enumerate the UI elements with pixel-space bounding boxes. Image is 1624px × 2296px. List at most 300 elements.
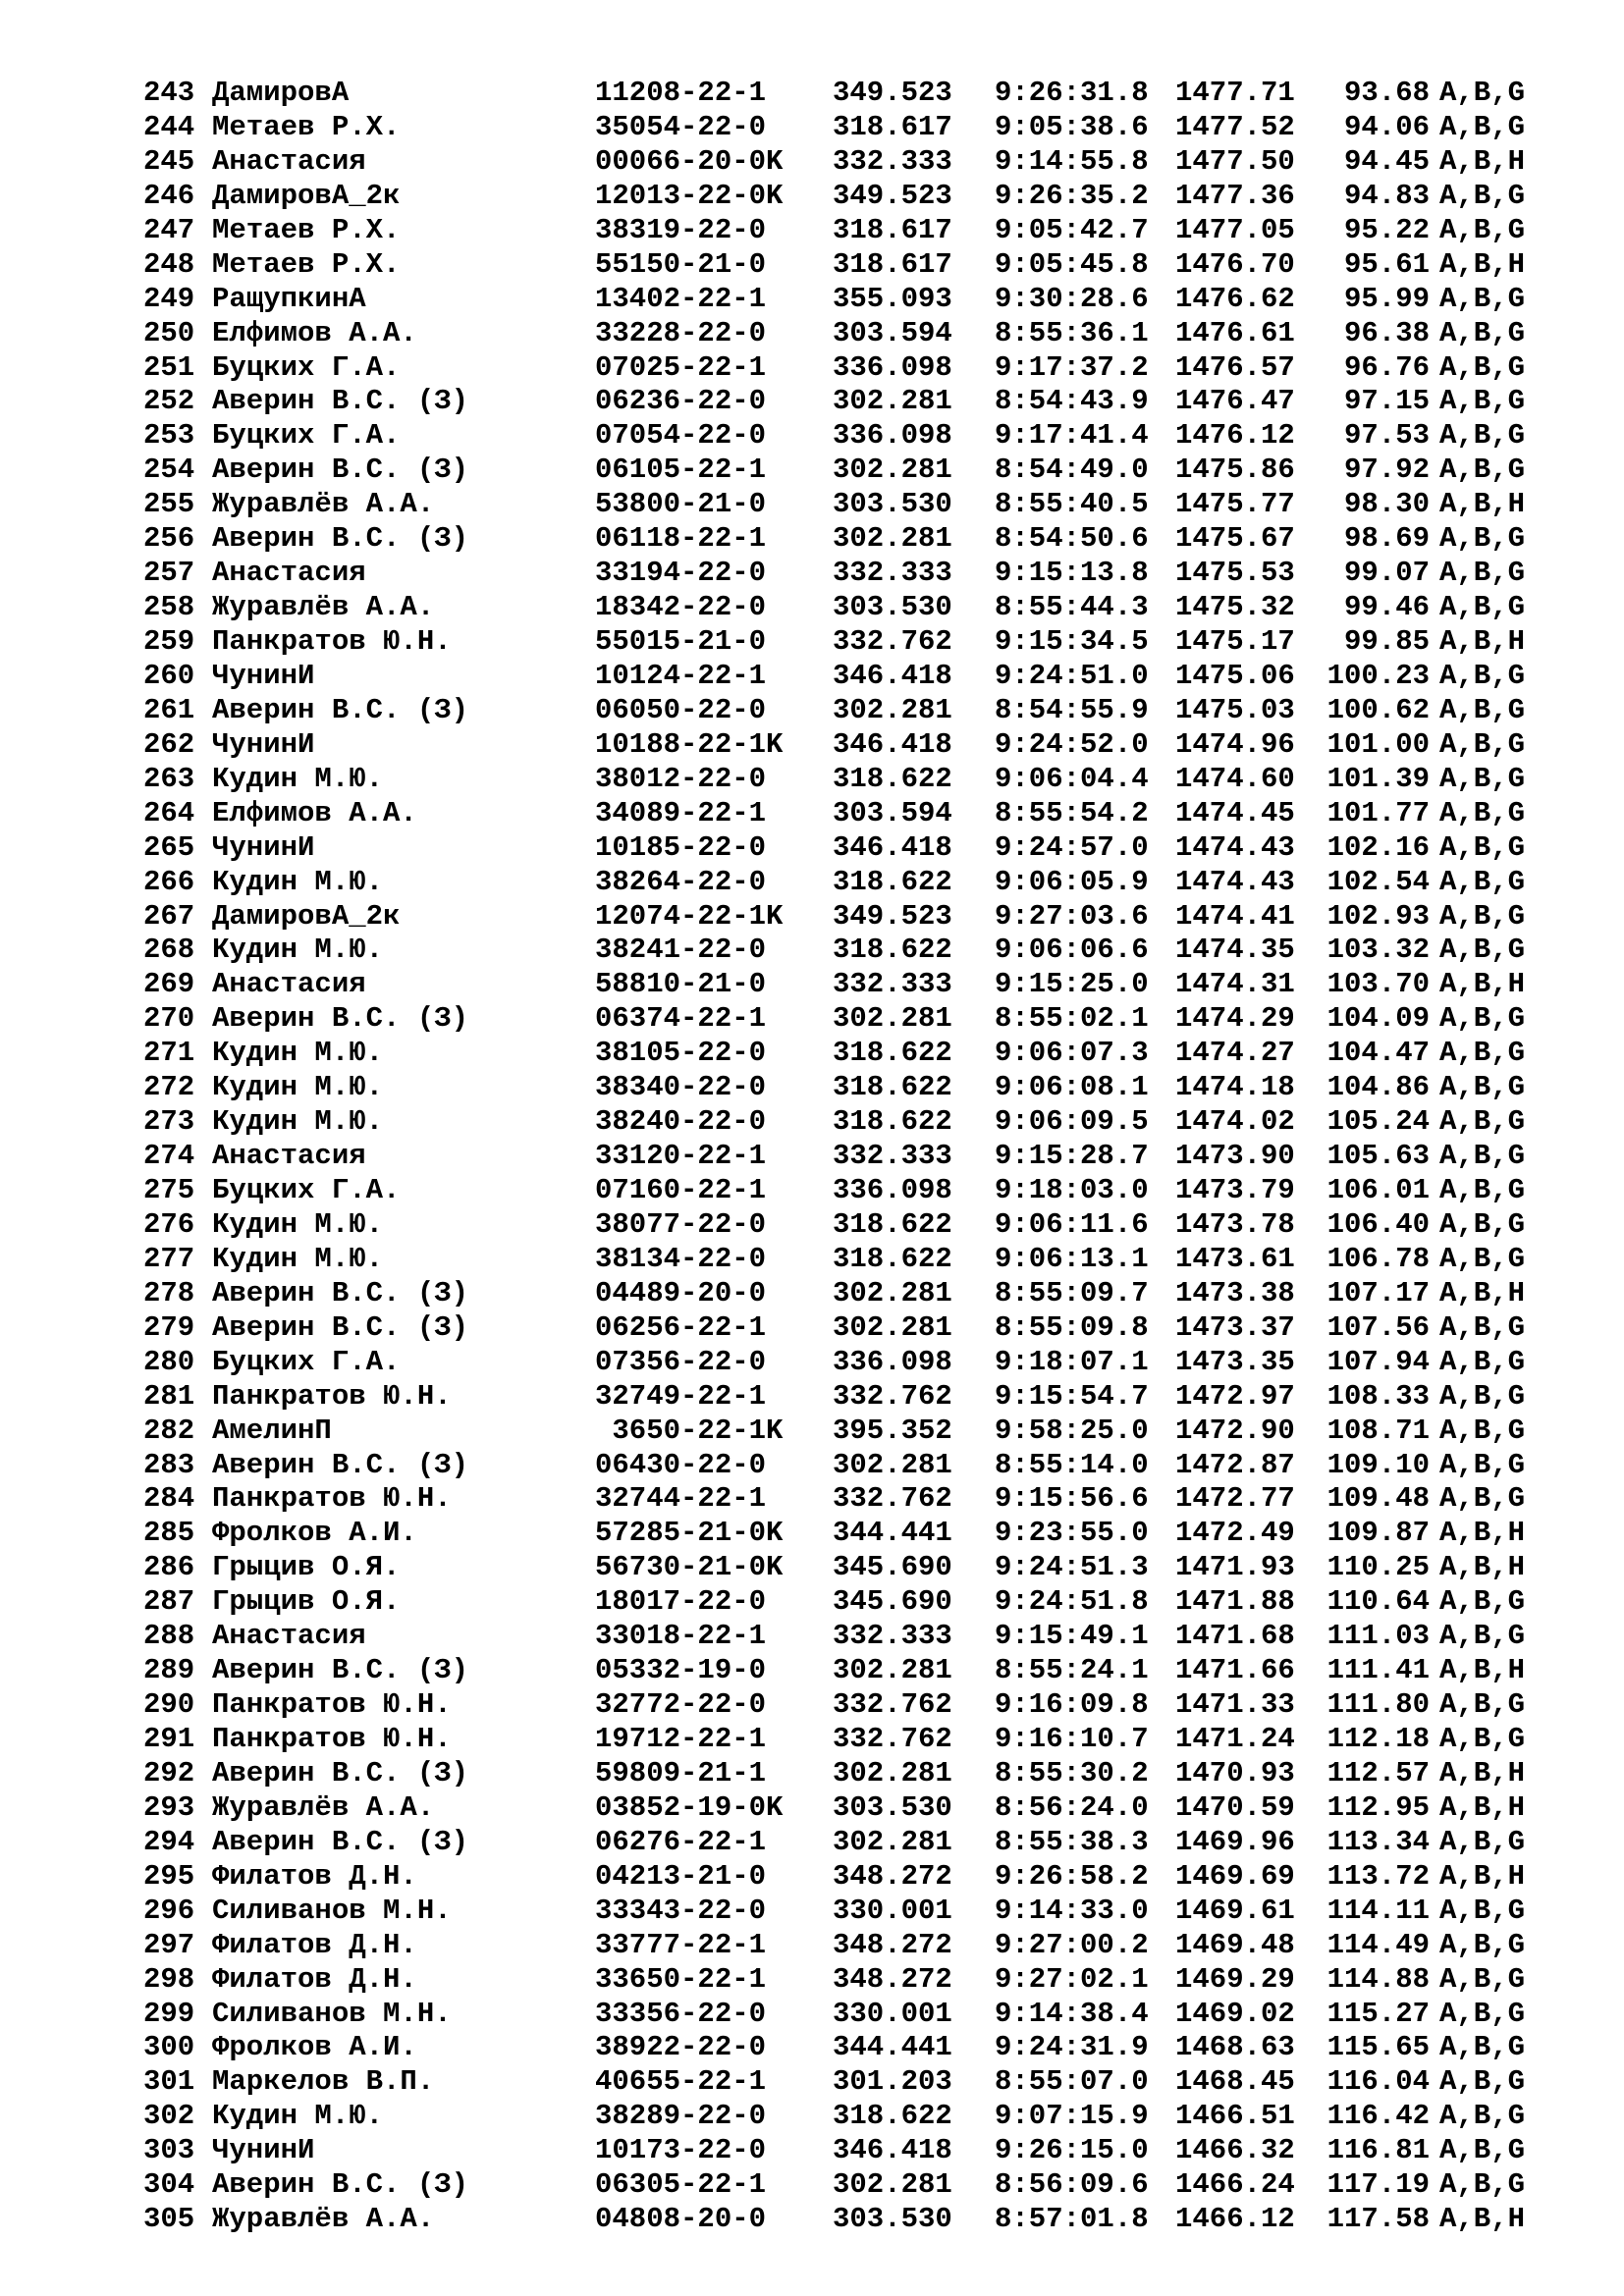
score-cell: 102.93 xyxy=(1326,899,1430,933)
flags-cell: A,B,G xyxy=(1439,1174,1526,1206)
score-cell: 112.95 xyxy=(1326,1790,1430,1824)
distance-cell: 332.333 xyxy=(833,1620,952,1653)
ring-number-cell: 04808-20-0 xyxy=(595,2203,767,2236)
table-row xyxy=(143,1140,1547,1174)
score-cell: 94.06 xyxy=(1343,110,1430,143)
score-cell: 105.63 xyxy=(1326,1140,1430,1173)
fancier-name-cell: Кудин М.Ю. xyxy=(212,865,384,898)
fancier-name-cell: Аверин В.С. (З) xyxy=(212,1825,469,1858)
fancier-name-cell: РащупкинА xyxy=(212,282,366,315)
distance-cell: 336.098 xyxy=(833,419,952,453)
speed-cell: 1474.43 xyxy=(1175,865,1295,898)
speed-cell: 1471.93 xyxy=(1175,1551,1295,1584)
score-cell: 106.01 xyxy=(1326,1174,1430,1206)
score-cell: 117.19 xyxy=(1326,2168,1430,2202)
speed-cell: 1474.96 xyxy=(1175,727,1295,761)
flags-cell: A,B,H xyxy=(1439,1756,1526,1789)
rank-cell: 284 xyxy=(143,1482,195,1516)
rank-cell: 254 xyxy=(143,454,195,487)
arrival-time-cell: 9:14:38.4 xyxy=(995,1997,1149,2030)
arrival-time-cell: 9:06:05.9 xyxy=(995,865,1149,898)
fancier-name-cell: Филатов Д.Н. xyxy=(212,1928,417,1961)
arrival-time-cell: 8:55:38.3 xyxy=(995,1825,1149,1858)
table-row xyxy=(143,625,1547,660)
speed-cell: 1474.18 xyxy=(1175,1071,1295,1104)
fancier-name-cell: ЧунинИ xyxy=(212,659,315,692)
fancier-name-cell: Кудин М.Ю. xyxy=(212,1105,384,1139)
rank-cell: 255 xyxy=(143,488,195,521)
rank-cell: 285 xyxy=(143,1517,195,1550)
fancier-name-cell: Силиванов М.Н. xyxy=(212,1894,452,1927)
arrival-time-cell: 8:54:50.6 xyxy=(995,522,1149,556)
score-cell: 108.71 xyxy=(1326,1414,1430,1447)
ring-number-cell: 06236-22-0 xyxy=(595,385,767,418)
arrival-time-cell: 9:26:15.0 xyxy=(995,2134,1149,2167)
arrival-time-cell: 9:26:35.2 xyxy=(995,179,1149,212)
score-cell: 98.69 xyxy=(1343,522,1430,556)
speed-cell: 1469.61 xyxy=(1175,1894,1295,1927)
fancier-name-cell: ДамировА_2к xyxy=(212,179,401,212)
flags-cell: A,B,H xyxy=(1439,968,1526,1001)
flags-cell: A,B,G xyxy=(1439,2168,1526,2202)
flags-cell: A,B,G xyxy=(1439,522,1526,556)
distance-cell: 349.523 xyxy=(833,899,952,933)
arrival-time-cell: 9:15:13.8 xyxy=(995,557,1149,590)
distance-cell: 302.281 xyxy=(833,1654,952,1687)
table-row xyxy=(143,1757,1547,1791)
table-row xyxy=(143,1688,1547,1723)
table-row xyxy=(143,968,1547,1002)
fancier-name-cell: Аверин В.С. (З) xyxy=(212,1276,469,1309)
flags-cell: A,B,G xyxy=(1439,179,1526,212)
ring-number-cell: 33018-22-1 xyxy=(595,1620,767,1653)
speed-cell: 1476.47 xyxy=(1175,385,1295,418)
arrival-time-cell: 9:27:00.2 xyxy=(995,1928,1149,1961)
flags-cell: A,B,H xyxy=(1439,1517,1526,1550)
distance-cell: 345.690 xyxy=(833,1551,952,1584)
flags-cell: A,B,G xyxy=(1439,1962,1526,1996)
distance-cell: 318.622 xyxy=(833,762,952,795)
table-row xyxy=(143,797,1547,831)
fancier-name-cell: Аверин В.С. (З) xyxy=(212,1310,469,1344)
ring-number-cell: 07356-22-0 xyxy=(595,1345,767,1378)
distance-cell: 318.622 xyxy=(833,1037,952,1070)
distance-cell: 349.523 xyxy=(833,179,952,212)
score-cell: 100.62 xyxy=(1326,693,1430,726)
speed-cell: 1466.32 xyxy=(1175,2134,1295,2167)
table-row xyxy=(143,145,1547,180)
flags-cell: A,B,G xyxy=(1439,1071,1526,1104)
fancier-name-cell: Филатов Д.Н. xyxy=(212,1859,417,1893)
arrival-time-cell: 9:17:41.4 xyxy=(995,419,1149,453)
ring-number-cell: 40655-22-1 xyxy=(595,2065,767,2099)
speed-cell: 1469.48 xyxy=(1175,1928,1295,1961)
score-cell: 104.86 xyxy=(1326,1071,1430,1104)
speed-cell: 1476.57 xyxy=(1175,350,1295,384)
flags-cell: A,B,G xyxy=(1439,727,1526,761)
arrival-time-cell: 8:55:40.5 xyxy=(995,488,1149,521)
flags-cell: A,B,H xyxy=(1439,247,1526,281)
speed-cell: 1471.88 xyxy=(1175,1585,1295,1619)
score-cell: 96.76 xyxy=(1343,350,1430,384)
speed-cell: 1477.50 xyxy=(1175,144,1295,178)
distance-cell: 302.281 xyxy=(833,522,952,556)
speed-cell: 1472.97 xyxy=(1175,1379,1295,1413)
distance-cell: 302.281 xyxy=(833,2168,952,2202)
rank-cell: 261 xyxy=(143,693,195,726)
arrival-time-cell: 9:24:51.3 xyxy=(995,1551,1149,1584)
speed-cell: 1472.90 xyxy=(1175,1414,1295,1447)
score-cell: 111.41 xyxy=(1326,1654,1430,1687)
ring-number-cell: 58810-21-0 xyxy=(595,968,767,1001)
speed-cell: 1466.24 xyxy=(1175,2168,1295,2202)
score-cell: 106.78 xyxy=(1326,1242,1430,1275)
table-row xyxy=(143,1551,1547,1585)
distance-cell: 349.523 xyxy=(833,77,952,109)
speed-cell: 1473.38 xyxy=(1175,1276,1295,1309)
rank-cell: 294 xyxy=(143,1825,195,1858)
table-row xyxy=(143,1449,1547,1483)
flags-cell: A,B,G xyxy=(1439,316,1526,349)
speed-cell: 1469.29 xyxy=(1175,1962,1295,1996)
flags-cell: A,B,G xyxy=(1439,659,1526,692)
ring-number-cell: 06276-22-1 xyxy=(595,1825,767,1858)
score-cell: 102.54 xyxy=(1326,865,1430,898)
speed-cell: 1474.29 xyxy=(1175,1002,1295,1036)
fancier-name-cell: Буцких Г.А. xyxy=(212,350,401,384)
table-row xyxy=(143,728,1547,763)
distance-cell: 318.617 xyxy=(833,213,952,246)
flags-cell: A,B,G xyxy=(1439,2065,1526,2099)
flags-cell: A,B,G xyxy=(1439,2134,1526,2167)
arrival-time-cell: 8:55:07.0 xyxy=(995,2065,1149,2099)
flags-cell: A,B,G xyxy=(1439,213,1526,246)
fancier-name-cell: Панкратов Ю.Н. xyxy=(212,1379,452,1413)
ring-number-cell: 13402-22-1 xyxy=(595,282,767,315)
flags-cell: A,B,G xyxy=(1439,762,1526,795)
ring-number-cell: 18017-22-0 xyxy=(595,1585,767,1619)
fancier-name-cell: Буцких Г.А. xyxy=(212,1345,401,1378)
arrival-time-cell: 9:18:03.0 xyxy=(995,1174,1149,1206)
distance-cell: 330.001 xyxy=(833,1894,952,1927)
fancier-name-cell: Аверин В.С. (З) xyxy=(212,1654,469,1687)
score-cell: 96.38 xyxy=(1343,316,1430,349)
distance-cell: 332.333 xyxy=(833,557,952,590)
distance-cell: 318.622 xyxy=(833,934,952,967)
ring-number-cell: 04213-21-0 xyxy=(595,1859,767,1893)
table-row xyxy=(143,1929,1547,1963)
score-cell: 97.53 xyxy=(1343,419,1430,453)
distance-cell: 302.281 xyxy=(833,1002,952,1036)
table-row xyxy=(143,2134,1547,2168)
ring-number-cell: 11208-22-1 xyxy=(595,77,767,109)
flags-cell: A,B,G xyxy=(1439,591,1526,624)
table-row xyxy=(143,1620,1547,1654)
ring-number-cell: 06050-22-0 xyxy=(595,693,767,726)
ring-number-cell: 38134-22-0 xyxy=(595,1242,767,1275)
speed-cell: 1474.43 xyxy=(1175,830,1295,864)
fancier-name-cell: Филатов Д.Н. xyxy=(212,1962,417,1996)
speed-cell: 1472.77 xyxy=(1175,1482,1295,1516)
score-cell: 108.33 xyxy=(1326,1379,1430,1413)
speed-cell: 1477.71 xyxy=(1175,77,1295,109)
speed-cell: 1474.41 xyxy=(1175,899,1295,933)
flags-cell: A,B,G xyxy=(1439,1345,1526,1378)
score-cell: 99.46 xyxy=(1343,591,1430,624)
rank-cell: 277 xyxy=(143,1242,195,1275)
fancier-name-cell: Фролков А.И. xyxy=(212,1517,417,1550)
table-row xyxy=(143,1243,1547,1277)
fancier-name-cell: Панкратов Ю.Н. xyxy=(212,1723,452,1755)
rank-cell: 299 xyxy=(143,1997,195,2030)
table-row xyxy=(143,1071,1547,1105)
speed-cell: 1469.69 xyxy=(1175,1859,1295,1893)
ring-number-cell: 59809-21-1 xyxy=(595,1756,767,1789)
rank-cell: 292 xyxy=(143,1756,195,1789)
arrival-time-cell: 9:06:13.1 xyxy=(995,1242,1149,1275)
fancier-name-cell: Кудин М.Ю. xyxy=(212,1037,384,1070)
rank-cell: 259 xyxy=(143,625,195,658)
distance-cell: 318.617 xyxy=(833,247,952,281)
table-row xyxy=(143,454,1547,488)
table-row xyxy=(143,900,1547,934)
score-cell: 113.34 xyxy=(1326,1825,1430,1858)
distance-cell: 348.272 xyxy=(833,1859,952,1893)
rank-cell: 280 xyxy=(143,1345,195,1378)
rank-cell: 291 xyxy=(143,1723,195,1755)
ring-number-cell: 34089-22-1 xyxy=(595,796,767,829)
rank-cell: 243 xyxy=(143,77,195,109)
ring-number-cell: 10173-22-0 xyxy=(595,2134,767,2167)
distance-cell: 303.530 xyxy=(833,1790,952,1824)
distance-cell: 302.281 xyxy=(833,1825,952,1858)
fancier-name-cell: Аверин В.С. (З) xyxy=(212,1448,469,1481)
speed-cell: 1470.59 xyxy=(1175,1790,1295,1824)
ring-number-cell: 10188-22-1K xyxy=(595,727,784,761)
arrival-time-cell: 9:05:45.8 xyxy=(995,247,1149,281)
fancier-name-cell: Кудин М.Ю. xyxy=(212,1242,384,1275)
table-row xyxy=(143,419,1547,454)
table-row xyxy=(143,1174,1547,1208)
flags-cell: A,B,G xyxy=(1439,1037,1526,1070)
arrival-time-cell: 9:15:28.7 xyxy=(995,1140,1149,1173)
distance-cell: 302.281 xyxy=(833,693,952,726)
ring-number-cell: 19712-22-1 xyxy=(595,1723,767,1755)
fancier-name-cell: Панкратов Ю.Н. xyxy=(212,625,452,658)
ring-number-cell: 03852-19-0K xyxy=(595,1790,784,1824)
table-row xyxy=(143,248,1547,283)
ring-number-cell: 06118-22-1 xyxy=(595,522,767,556)
table-row xyxy=(143,1585,1547,1620)
table-row xyxy=(143,1723,1547,1757)
rank-cell: 274 xyxy=(143,1140,195,1173)
score-cell: 110.25 xyxy=(1326,1551,1430,1584)
arrival-time-cell: 8:55:02.1 xyxy=(995,1002,1149,1036)
score-cell: 117.58 xyxy=(1326,2203,1430,2236)
ring-number-cell: 06105-22-1 xyxy=(595,454,767,487)
distance-cell: 303.594 xyxy=(833,796,952,829)
score-cell: 116.81 xyxy=(1326,2134,1430,2167)
fancier-name-cell: Буцких Г.А. xyxy=(212,1174,401,1206)
table-row xyxy=(143,214,1547,248)
table-row xyxy=(143,522,1547,557)
rank-cell: 262 xyxy=(143,727,195,761)
arrival-time-cell: 9:05:42.7 xyxy=(995,213,1149,246)
rank-cell: 247 xyxy=(143,213,195,246)
fancier-name-cell: Метаев Р.Х. xyxy=(212,110,401,143)
score-cell: 106.40 xyxy=(1326,1207,1430,1241)
distance-cell: 332.762 xyxy=(833,625,952,658)
fancier-name-cell: Журавлёв А.А. xyxy=(212,591,435,624)
flags-cell: A,B,H xyxy=(1439,1790,1526,1824)
score-cell: 99.85 xyxy=(1343,625,1430,658)
rank-cell: 263 xyxy=(143,762,195,795)
flags-cell: A,B,G xyxy=(1439,1310,1526,1344)
distance-cell: 302.281 xyxy=(833,1756,952,1789)
table-row xyxy=(143,831,1547,866)
speed-cell: 1469.96 xyxy=(1175,1825,1295,1858)
speed-cell: 1477.36 xyxy=(1175,179,1295,212)
table-row xyxy=(143,1791,1547,1826)
ring-number-cell: 18342-22-0 xyxy=(595,591,767,624)
table-row xyxy=(143,660,1547,694)
arrival-time-cell: 9:17:37.2 xyxy=(995,350,1149,384)
ring-number-cell: 33777-22-1 xyxy=(595,1928,767,1961)
ring-number-cell: 33228-22-0 xyxy=(595,316,767,349)
ring-number-cell: 38077-22-0 xyxy=(595,1207,767,1241)
arrival-time-cell: 9:05:38.6 xyxy=(995,110,1149,143)
rank-cell: 273 xyxy=(143,1105,195,1139)
arrival-time-cell: 8:56:24.0 xyxy=(995,1790,1149,1824)
fancier-name-cell: Журавлёв А.А. xyxy=(212,2203,435,2236)
fancier-name-cell: Кудин М.Ю. xyxy=(212,1207,384,1241)
speed-cell: 1475.67 xyxy=(1175,522,1295,556)
table-row xyxy=(143,1277,1547,1311)
distance-cell: 346.418 xyxy=(833,659,952,692)
flags-cell: A,B,G xyxy=(1439,454,1526,487)
ring-number-cell: 38340-22-0 xyxy=(595,1071,767,1104)
distance-cell: 355.093 xyxy=(833,282,952,315)
arrival-time-cell: 9:24:57.0 xyxy=(995,830,1149,864)
fancier-name-cell: Метаев Р.Х. xyxy=(212,247,401,281)
speed-cell: 1476.70 xyxy=(1175,247,1295,281)
rank-cell: 287 xyxy=(143,1585,195,1619)
fancier-name-cell: АмелинП xyxy=(212,1414,332,1447)
arrival-time-cell: 9:15:54.7 xyxy=(995,1379,1149,1413)
speed-cell: 1477.05 xyxy=(1175,213,1295,246)
rank-cell: 266 xyxy=(143,865,195,898)
ring-number-cell: 33650-22-1 xyxy=(595,1962,767,1996)
speed-cell: 1466.51 xyxy=(1175,2100,1295,2133)
flags-cell: A,B,H xyxy=(1439,1551,1526,1584)
arrival-time-cell: 8:54:55.9 xyxy=(995,693,1149,726)
flags-cell: A,B,G xyxy=(1439,934,1526,967)
ring-number-cell: 10185-22-0 xyxy=(595,830,767,864)
ring-number-cell: 38264-22-0 xyxy=(595,865,767,898)
score-cell: 104.09 xyxy=(1326,1002,1430,1036)
arrival-time-cell: 9:06:04.4 xyxy=(995,762,1149,795)
arrival-time-cell: 8:55:24.1 xyxy=(995,1654,1149,1687)
score-cell: 101.00 xyxy=(1326,727,1430,761)
ring-number-cell: 06256-22-1 xyxy=(595,1310,767,1344)
distance-cell: 302.281 xyxy=(833,1448,952,1481)
rank-cell: 265 xyxy=(143,830,195,864)
arrival-time-cell: 9:58:25.0 xyxy=(995,1414,1149,1447)
arrival-time-cell: 9:24:51.0 xyxy=(995,659,1149,692)
flags-cell: A,B,H xyxy=(1439,1654,1526,1687)
distance-cell: 346.418 xyxy=(833,727,952,761)
table-row xyxy=(143,1380,1547,1415)
fancier-name-cell: Метаев Р.Х. xyxy=(212,213,401,246)
score-cell: 103.70 xyxy=(1326,968,1430,1001)
flags-cell: A,B,G xyxy=(1439,1620,1526,1653)
flags-cell: A,B,G xyxy=(1439,110,1526,143)
flags-cell: A,B,G xyxy=(1439,1723,1526,1755)
speed-cell: 1474.35 xyxy=(1175,934,1295,967)
arrival-time-cell: 9:15:49.1 xyxy=(995,1620,1149,1653)
score-cell: 109.87 xyxy=(1326,1517,1430,1550)
distance-cell: 301.203 xyxy=(833,2065,952,2099)
score-cell: 105.24 xyxy=(1326,1105,1430,1139)
speed-cell: 1473.79 xyxy=(1175,1174,1295,1206)
speed-cell: 1475.77 xyxy=(1175,488,1295,521)
rank-cell: 281 xyxy=(143,1379,195,1413)
score-cell: 95.61 xyxy=(1343,247,1430,281)
speed-cell: 1469.02 xyxy=(1175,1997,1295,2030)
ring-number-cell: 07025-22-1 xyxy=(595,350,767,384)
speed-cell: 1476.62 xyxy=(1175,282,1295,315)
rank-cell: 260 xyxy=(143,659,195,692)
ring-number-cell: 38289-22-0 xyxy=(595,2100,767,2133)
rank-cell: 269 xyxy=(143,968,195,1001)
score-cell: 102.16 xyxy=(1326,830,1430,864)
distance-cell: 332.333 xyxy=(833,144,952,178)
flags-cell: A,B,G xyxy=(1439,1825,1526,1858)
distance-cell: 332.762 xyxy=(833,1723,952,1755)
fancier-name-cell: ДамировА xyxy=(212,77,350,109)
fancier-name-cell: Елфимов А.А. xyxy=(212,316,417,349)
speed-cell: 1475.06 xyxy=(1175,659,1295,692)
arrival-time-cell: 9:24:52.0 xyxy=(995,727,1149,761)
ring-number-cell: 38105-22-0 xyxy=(595,1037,767,1070)
fancier-name-cell: Грыцив О.Я. xyxy=(212,1551,401,1584)
table-row xyxy=(143,1826,1547,1860)
score-cell: 107.17 xyxy=(1326,1276,1430,1309)
distance-cell: 302.281 xyxy=(833,1276,952,1309)
arrival-time-cell: 9:06:09.5 xyxy=(995,1105,1149,1139)
table-row xyxy=(143,2065,1547,2100)
score-cell: 112.57 xyxy=(1326,1756,1430,1789)
arrival-time-cell: 8:55:09.8 xyxy=(995,1310,1149,1344)
flags-cell: A,B,G xyxy=(1439,2031,1526,2064)
table-row xyxy=(143,1037,1547,1071)
rank-cell: 244 xyxy=(143,110,195,143)
table-row xyxy=(143,1860,1547,1895)
table-row xyxy=(143,1415,1547,1449)
distance-cell: 318.622 xyxy=(833,1207,952,1241)
speed-cell: 1473.90 xyxy=(1175,1140,1295,1173)
rank-cell: 300 xyxy=(143,2031,195,2064)
flags-cell: A,B,G xyxy=(1439,830,1526,864)
flags-cell: A,B,G xyxy=(1439,1894,1526,1927)
fancier-name-cell: ЧунинИ xyxy=(212,830,315,864)
distance-cell: 332.333 xyxy=(833,1140,952,1173)
fancier-name-cell: Аверин В.С. (З) xyxy=(212,385,469,418)
ring-number-cell: 04489-20-0 xyxy=(595,1276,767,1309)
ring-number-cell: 33194-22-0 xyxy=(595,557,767,590)
speed-cell: 1468.45 xyxy=(1175,2065,1295,2099)
table-row xyxy=(143,317,1547,351)
